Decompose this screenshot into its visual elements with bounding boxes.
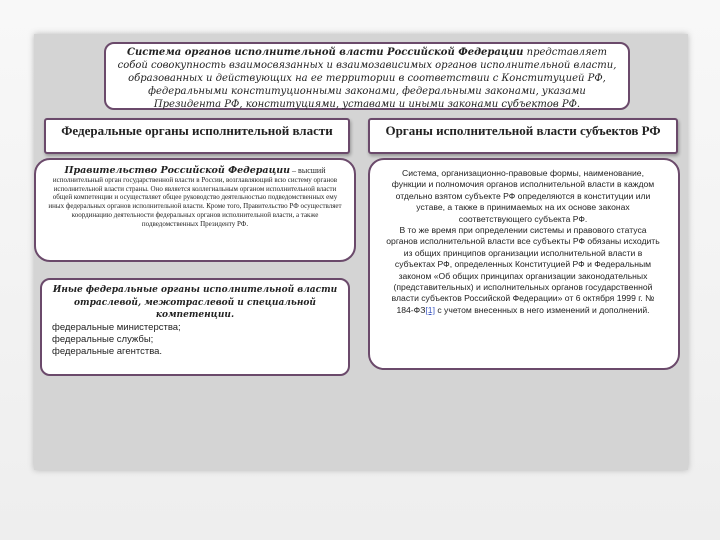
list-item: федеральные министерства; xyxy=(52,321,181,333)
subjects-box xyxy=(368,158,680,370)
government-lead: – высший xyxy=(290,166,326,175)
subjects-paragraph-2-end: с учетом внесенных в него изменений и дополнений. xyxy=(434,304,650,315)
intro-text: представляет собой совокупность взаимосвязанных и взаимозависимых органов исполнительной власти, образованных и действующих на ее территории в соответствии с Конституцией РФ, федеральными конституционными законами, федеральными законами, указами Президента РФ, конституциями, уставами и иными законами субъектов РФ. xyxy=(117,47,617,110)
intro-lead: Система органов исполнительной власти Российской Федерации xyxy=(127,47,524,58)
list-item: федеральные агентства. xyxy=(52,345,163,357)
other-federal-title: Иные федеральные органы исполнительной власти отраслевой, межотраслевой и специальной компетенции. xyxy=(52,285,338,320)
other-federal-box xyxy=(40,278,350,376)
subjects-paragraph-1: Система, организационно-правовые формы, наименование, функции и полномочия органов исполнительной власти в каждом отдельно взятом субъекте РФ определяются в конституции или уставе, а также в принимаемых на их основе законах соответствующего субъекта РФ. xyxy=(391,168,655,224)
government-box xyxy=(34,158,356,262)
federal-heading: Федеральные органы исполнительной власти xyxy=(44,118,350,154)
list-item: федеральные службы; xyxy=(52,333,154,345)
subjects-heading: Органы исполнительной власти субъектов РФ xyxy=(368,118,678,154)
subjects-paragraph-2-start: В то же время при определении системы и правового статуса органов исполнительной власти все субъекты РФ обязаны исходить из общих принципов организации исполнительной власти в субъектах РФ, определенных Конституцией РФ и Федеральным законом «Об общих принципах организации законодательных (представительных) и исполнительных органов государственной власти субъектов Российской Федерации» от 6 октября 1999 г. № 184-ФЗ xyxy=(386,225,660,315)
intro-box xyxy=(104,42,630,110)
government-text: исполнительный орган государственной власти в России, возглавляющий всю систему органов исполнительной власти страны. Оно является коллегиальным органом исполнительной власти общей компетенции и осуществляет общее руководство деятельностью подведомственных ему иных федеральных органов исполнительной власти. Кроме того, Правительство РФ осуществляет координацию деятельности федеральных органов исполнительной власти, а также подведомственных Президенту РФ. xyxy=(48,175,342,228)
subjects-paragraph-2 xyxy=(384,225,662,316)
footnote-link[interactable]: [1] xyxy=(425,304,435,315)
government-title: Правительство Российской Федерации xyxy=(64,165,291,176)
